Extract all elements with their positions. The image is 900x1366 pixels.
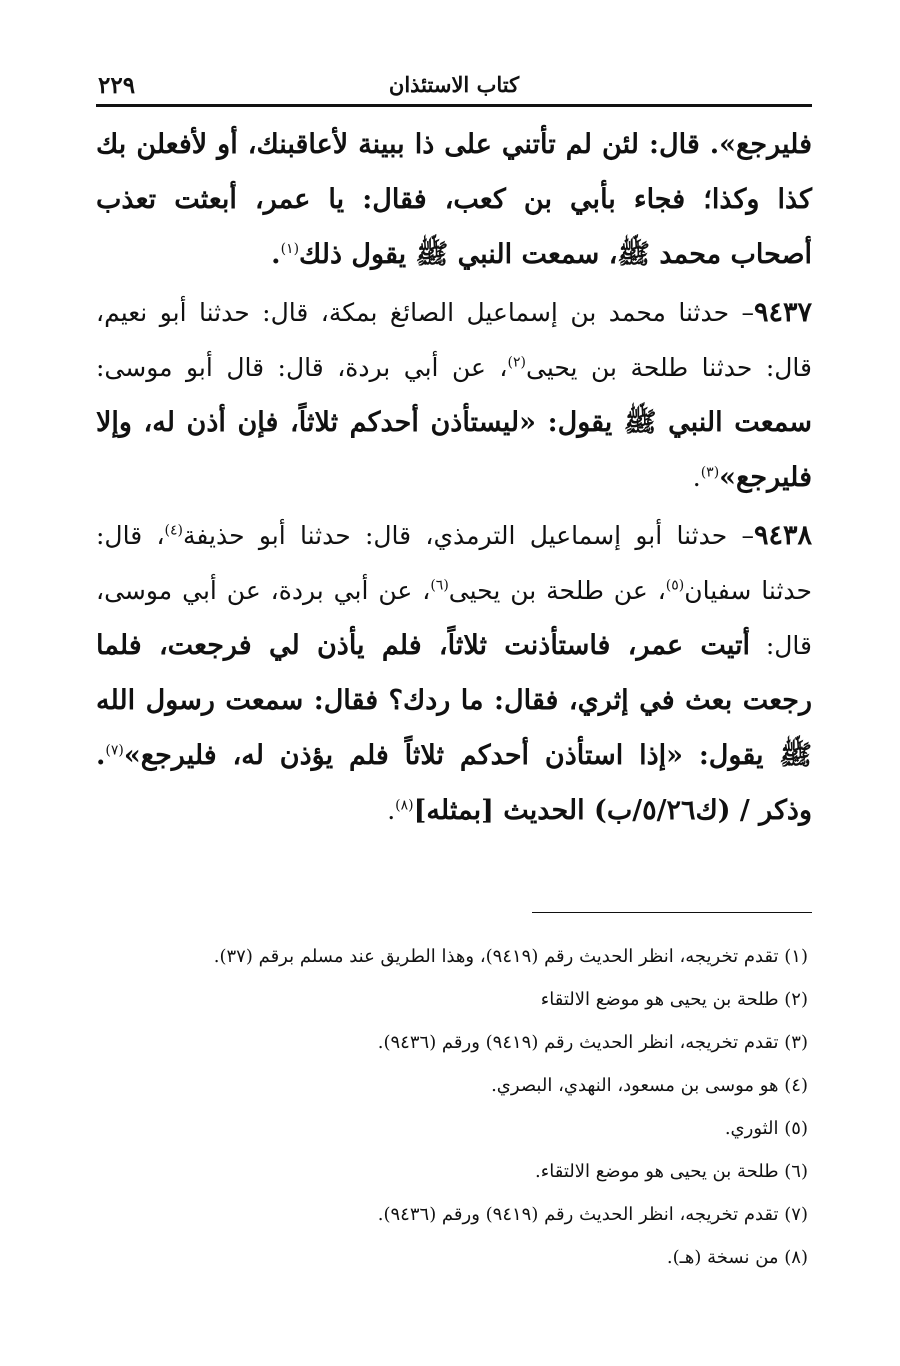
footnote-ref: (٢) [507,354,526,371]
footnote-6: (٦) طلحة بن يحيى هو موضع الالتقاء. [535,1161,808,1182]
isnad-text: – حدثنا محمد بن إسماعيل الصائغ بمكة، قال: حدثنا أبو نعيم، قال: حدثنا طلحة بن يحيى [96,298,813,382]
footnote-8: (٨) من نسخة (هـ). [666,1247,808,1268]
footnote-ref: (٦) [430,577,449,594]
footnote-ref: (٣) [700,464,720,481]
chapter-title: كتاب الاستئذان [388,72,520,97]
paragraph-end: . [387,796,396,825]
footnote-ref: (٧) [105,742,124,759]
footnote-ref: (١) [280,241,300,257]
footnote-2: (٢) طلحة بن يحيى هو موضع الالتقاء [540,989,808,1010]
paragraph-end: . [271,239,281,270]
footnote-ref: (٨) [395,797,414,814]
footnote-ref: (٥) [665,577,685,594]
footnote-5: (٥) الثوري. [724,1118,808,1139]
main-text [96,117,812,838]
isnad-text: – حدثنا أبو إسماعيل الترمذي، قال: حدثنا أبو حذيفة [182,521,754,550]
hadith-9438 [96,508,812,838]
footnote-7: (٧) تقدم تخريجه، انظر الحديث رقم (٩٤١٩) ورقم (٩٤٣٦). [377,1204,808,1225]
footnote-ref: (٤) [164,522,183,539]
footnote-3: (٣) تقدم تخريجه، انظر الحديث رقم (٩٤١٩) ورقم (٩٤٣٦). [377,1032,808,1053]
isnad-text: ، عن طلحة بن يحيى [448,576,666,605]
hadith-text: فليرجع». قال: لئن لم تأتني على ذا ببينة لأعاقبنك، أو لأفعلن بك كذا وكذا؛ فجاء بأبي بن كعب، فقال: يا عمر، أبعثت تعذب أصحاب محمد ﷺ، سمعت النبي ﷺ يقول ذلك [96,129,812,270]
footnote-separator [532,912,812,913]
isnad-text: ، قال: حدثنا سفيان [96,521,813,605]
hadith-text: سمعت النبي ﷺ يقول: «ليستأذن أحدكم ثلاثاً، فإن أذن له، وإلا فليرجع» [96,407,812,493]
running-header [96,60,812,104]
footnotes [96,935,812,1279]
hadith-number: ٩٤٣٨ [753,520,812,551]
footnote-4: (٤) هو موسى بن مسعود، النهدي، البصري. [491,1075,808,1096]
isnad-text: ، عن أبي بردة، قال: قال أبو موسى: [96,353,508,382]
tail-text: . وذكر / (ك٥/٢٦/ب) [96,740,812,826]
hadith-text: أتيت عمر، فاستأذنت ثلاثاً، فلم يأذن لي فرجعت، فلما رجعت بعث في إثري، فقال: ما ردك؟ فقال: سمعت رسول الله ﷺ يقول: «إذا استأذن أحدكم ثلاثاً فلم يؤذن له، فليرجع» [96,630,812,771]
book-page [96,60,812,1279]
footnote-1: (١) تقدم تخريجه، انظر الحديث رقم (٩٤١٩)، وهذا الطريق عند مسلم برقم (٣٧). [213,946,808,967]
tail-text: الحديث [بمثله] [413,795,585,826]
hadith-number: ٩٤٣٧ [753,297,812,328]
paragraph-continuation [96,117,812,282]
page-number: ٢٢٩ [98,72,136,99]
isnad-text: ، عن أبي بردة، عن أبي موسى، قال: [96,576,812,660]
header-rule [96,104,812,107]
paragraph-end: . [692,463,701,492]
hadith-9437 [96,285,812,505]
